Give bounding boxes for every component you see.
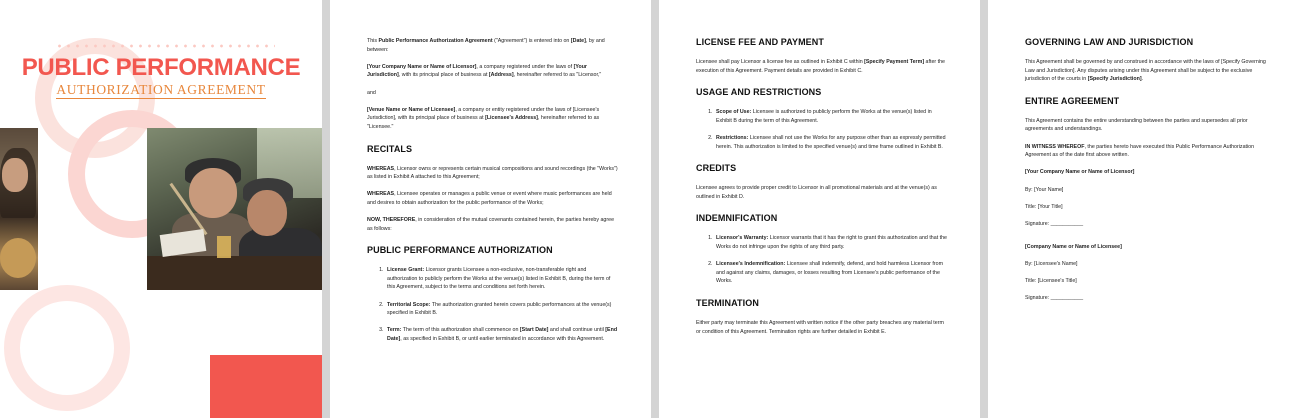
credits-paragraph: Licensee agrees to provide proper credit to Licensor in all promotional materials and at the venue(s) as outlined in Exhibit D. — [696, 185, 937, 200]
cover-page — [0, 0, 322, 418]
governing-law-heading: GOVERNING LAW AND JURISDICTION — [1025, 37, 1194, 47]
licensor-signature: Signature: ___________ — [1025, 220, 1084, 227]
termination-heading: TERMINATION — [696, 297, 759, 308]
list-item: 1. License Grant: Licensor grants Licensee a non-exclusive, non-transferable right and authorization to publicly perform the Works at the venue(s) listed in Exhibit B, during the term of this Agreement, subject to the terms and conditions set forth herein. — [385, 266, 618, 292]
page-2 — [330, 0, 651, 418]
accent-block — [210, 355, 322, 418]
page-3 — [659, 0, 980, 418]
licensor-by: By: [Your Name] — [1025, 186, 1064, 193]
authorization-list — [367, 266, 618, 343]
cover-title: PUBLIC PERFORMANCE — [21, 54, 301, 81]
list-item: 2. Territorial Scope: The authorization granted herein covers public performances at the venue(s) specified in Exhibit B. — [385, 301, 618, 318]
witness-paragraph: IN WITNESS WHEREOF, the parties hereto have executed this Public Performance Authorization Agreement as of the date first above written. — [1025, 143, 1255, 159]
licensor-name: [Your Company Name or Name of Licensor] — [1025, 169, 1135, 176]
decorative-dots — [55, 43, 275, 49]
fee-heading: LICENSE FEE AND PAYMENT — [696, 37, 824, 47]
intro-paragraph: This Public Performance Authorization Agreement ("Agreement") is entered into on [Date], by and between: — [367, 38, 605, 53]
recitals-heading: RECITALS — [367, 143, 413, 154]
licensee-title: Title: [Licensee's Title] — [1025, 277, 1077, 284]
credits-heading: CREDITS — [696, 163, 737, 174]
governing-law-paragraph: This Agreement shall be governed by and construed in accordance with the laws of [Specify Governing Law and Jurisdiction]. Any disputes arising under this Agreement shall be subject to the exclusive jurisdiction of the courts in [Specify Jurisdiction]. — [1025, 59, 1266, 83]
indemnification-heading: INDEMNIFICATION — [696, 213, 778, 224]
licensee-name: [Company Name or Name of Licensee] — [1025, 243, 1122, 250]
recital-paragraph: WHEREAS, Licensor owns or represents certain musical compositions and sound recordings (the "Works") as listed in Exhibit A attached to this Agreement; — [367, 165, 618, 181]
page-4 — [988, 0, 1310, 418]
cover-subtitle: AUTHORIZATION AGREEMENT — [56, 82, 266, 97]
licensor-title: Title: [Your Title] — [1025, 203, 1063, 210]
list-item: 1. Scope of Use: Licensee is authorized to publicly perform the Works at the venue(s) listed in Exhibit B during the term of this Agreement. — [714, 108, 947, 125]
licensor-paragraph: [Your Company Name or Name of Licensor], a company registered under the laws of [Your Jurisdiction], with its principal place of business at [Address], hereinafter referred to as "Licensor," — [367, 63, 602, 79]
entire-agreement-heading: ENTIRE AGREEMENT — [1025, 95, 1120, 106]
entire-agreement-paragraph: This Agreement contains the entire understanding between the parties and supersedes all prior agreements and understandings. — [1025, 117, 1248, 133]
indemnification-list — [696, 234, 947, 286]
decorative-ring — [4, 285, 130, 411]
list-item: 2. Licensee's Indemnification: Licensee shall indemnify, defend, and hold harmless Licensor from and against any claims, damages, or losses resulting from Licensee's public performance of the Works. — [714, 260, 947, 286]
fee-paragraph: Licensee shall pay Licensor a license fee as outlined in Exhibit C within [Specify Payment Term] after the execution of this Agreement. Payment details are provided in Exhibit C. — [696, 59, 945, 74]
recital-paragraph: NOW, THEREFORE, in consideration of the mutual covenants contained herein, the parties hereby agree as follows: — [367, 217, 615, 232]
and-paragraph: and — [367, 89, 376, 96]
termination-paragraph: Either party may terminate this Agreement with written notice if the other party breaches any material term or condition of this Agreement. Termination rights are further detailed in Exhibit E. — [696, 319, 944, 335]
licensee-by: By: [Licensee's Name] — [1025, 260, 1078, 267]
guitarist-photo — [0, 128, 38, 290]
authorization-heading: PUBLIC PERFORMANCE AUTHORIZATION — [367, 245, 553, 256]
usage-heading: USAGE AND RESTRICTIONS — [696, 87, 822, 98]
musicians-photo — [147, 128, 322, 290]
licensee-signature: Signature: ___________ — [1025, 295, 1084, 302]
list-item: 3. Term: The term of this authorization shall commence on [Start Date] and shall continue until [End Date], as specified in Exhibit B, or until earlier terminated in accordance with this Agreement. — [385, 326, 618, 343]
usage-list — [696, 108, 947, 151]
list-item: 1. Licensor's Warranty: Licensor warrants that it has the right to grant this authorization and that the Works do not infringe upon the rights of any third party. — [714, 234, 947, 251]
list-item: 2. Restrictions: Licensee shall not use the Works for any purpose other than as expressly permitted herein. This authorization is limited to the specified venue(s) and time frame outlined in Exhibit B. — [714, 134, 947, 151]
recital-paragraph: WHEREAS, Licensee operates or manages a public venue or event where music performances are held and desires to obtain authorization for the public performance of the Works; — [367, 191, 612, 206]
licensee-paragraph: [Venue Name or Name of Licensee], a company or entity registered under the laws of [Licensee's Jurisdiction], with its principal place of business at [Licensee's Address], hereinafter referred to as "Licensee." — [367, 106, 600, 130]
